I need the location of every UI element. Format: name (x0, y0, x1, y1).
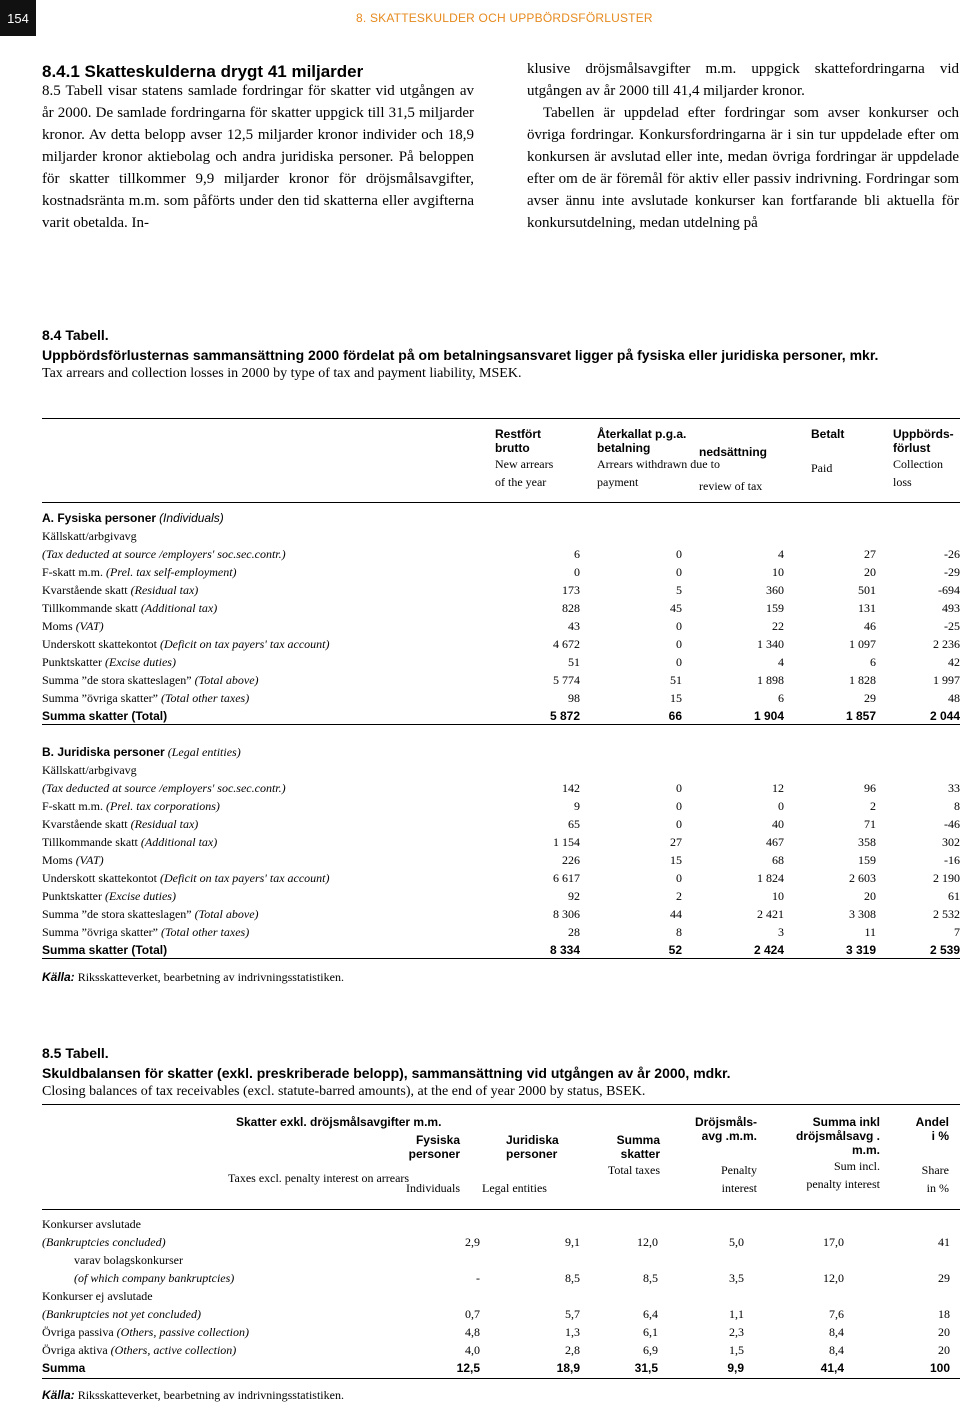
table-cell: 48 (948, 691, 960, 705)
t2-head-summa: Summa skatter Total taxes (607, 1133, 660, 1177)
t1-section-a-label: A. Fysiska personer (Individuals) (42, 511, 224, 525)
table-cell: 10 (772, 889, 784, 903)
table-cell: 28 (568, 925, 580, 939)
table-cell: 10 (772, 565, 784, 579)
table-cell: 51 (568, 655, 580, 669)
row-label-en: (Tax deducted at source /employers' soc.sec.contr.) (42, 781, 286, 795)
table2-source: Källa: Riksskatteverket, bearbetning av indrivningsstatistiken. (42, 1388, 344, 1402)
table-cell (580, 1215, 658, 1233)
row-label-en: (Prel. tax corporations) (106, 799, 220, 813)
table-row (42, 1305, 950, 1323)
t2-head-drojs: Dröjsmåls- avg .m.m. Penalty interest (694, 1115, 757, 1195)
table2-body (42, 1215, 950, 1377)
table-cell: 358 (858, 835, 876, 849)
table-cell: 43 (568, 619, 580, 633)
table-cell: 5,0 (729, 1235, 744, 1249)
table-cell: 0 (778, 799, 784, 813)
table-row (42, 1287, 950, 1305)
row-label-en: (of which company bankruptcies) (74, 1271, 235, 1285)
table-cell (876, 527, 960, 545)
table-cell: 3 319 (845, 943, 876, 957)
table-cell (744, 1215, 844, 1233)
table-cell (480, 1287, 580, 1305)
table1-number: 8.4 Tabell. (42, 327, 109, 343)
table-cell: -29 (944, 565, 960, 579)
left-column-text (42, 80, 474, 234)
table-row (42, 707, 960, 725)
table-cell: 8,5 (565, 1271, 580, 1285)
table-row (42, 923, 960, 941)
table-cell: 0 (676, 871, 682, 885)
row-label-sv: Tillkommande skatt (42, 601, 138, 615)
row-label-sv: Konkurser avslutade (42, 1217, 141, 1231)
table-cell: 46 (864, 619, 876, 633)
t2-head-fysiska: Fysiska personer Individuals (406, 1133, 460, 1195)
table-cell (480, 1251, 580, 1269)
table-row (42, 671, 960, 689)
table-cell: 31,5 (634, 1361, 658, 1375)
table1-section-a (42, 509, 960, 725)
t1-head-nedsattning: nedsättning review of tax (699, 445, 767, 493)
table-cell (682, 527, 784, 545)
table-cell (502, 761, 580, 779)
table1-section-b (42, 743, 960, 959)
table-cell: 65 (568, 817, 580, 831)
table2-top-rule (42, 1104, 960, 1105)
row-label-sv: Punktskatter (42, 889, 102, 903)
table-cell: - (476, 1271, 480, 1285)
table-cell: 2 044 (929, 709, 960, 723)
row-label-sv: Tillkommande skatt (42, 835, 138, 849)
table-cell: 8,4 (829, 1343, 844, 1357)
table-cell: 7,6 (829, 1307, 844, 1321)
row-label-sv: Moms (42, 619, 73, 633)
table-cell: 0 (676, 637, 682, 651)
t1-head-uppbords: Uppbörds- förlust Collection loss (893, 427, 954, 489)
table-cell: 20 (864, 565, 876, 579)
row-label-en: (Residual tax) (130, 583, 199, 597)
table-row (42, 815, 960, 833)
table-cell: 96 (864, 781, 876, 795)
table-cell: 100 (929, 1361, 950, 1375)
right-column-text (527, 58, 959, 234)
table-cell: 5 872 (549, 709, 580, 723)
row-label-sv: Underskott skattekontot (42, 871, 157, 885)
table-cell: 41,4 (820, 1361, 844, 1375)
table-cell: 9,1 (565, 1235, 580, 1249)
table-cell: 0 (676, 655, 682, 669)
table-cell: 29 (864, 691, 876, 705)
row-label-en: (Total above) (194, 907, 259, 921)
table-cell: 4 (778, 655, 784, 669)
table-row (42, 1233, 950, 1251)
row-label-en: (Tax deducted at source /employers' soc.sec.contr.) (42, 547, 286, 561)
table-cell: 0 (676, 619, 682, 633)
table-cell (502, 527, 580, 545)
table-cell (580, 527, 682, 545)
table-cell: 1,5 (729, 1343, 744, 1357)
row-label-en: (Prel. tax self-employment) (106, 565, 237, 579)
table-row (42, 1359, 950, 1377)
table-cell: 12,0 (823, 1271, 844, 1285)
table-cell: 41 (938, 1235, 950, 1249)
table1-mid-rule (42, 724, 960, 725)
table-cell (784, 527, 876, 545)
table-cell: 3,5 (729, 1271, 744, 1285)
table-cell (658, 1215, 744, 1233)
table-cell: 5 (676, 583, 682, 597)
table-cell: 12 (772, 781, 784, 795)
table-row (42, 905, 960, 923)
table-cell: 0 (574, 565, 580, 579)
table-cell: 5 774 (553, 673, 580, 687)
table-cell: 15 (670, 691, 682, 705)
table-cell: 8 306 (553, 907, 580, 921)
t2-head-group-en: Taxes excl. penalty interest on arrears (228, 1171, 410, 1185)
t2-head-andel: Andel i % Share in % (915, 1115, 949, 1195)
table-cell: 1,3 (565, 1325, 580, 1339)
table-cell: 6,1 (643, 1325, 658, 1339)
table-cell: 2 421 (757, 907, 784, 921)
table-cell: 3 308 (849, 907, 876, 921)
table-cell (580, 1287, 658, 1305)
table-cell: 8,5 (643, 1271, 658, 1285)
t1-section-b-label: B. Juridiska personer (Legal entities) (42, 745, 241, 759)
table-cell (744, 1251, 844, 1269)
table-cell: 6 (574, 547, 580, 561)
table-cell: 1 898 (757, 673, 784, 687)
row-label: Summa (42, 1361, 86, 1375)
left-paragraph: 8.5 Tabell visar statens samlade fordringar för skatter vid utgången av år 2000. De samlade fordringarna för skatter uppgick till 31,5 miljarder kronor. Av detta belopp avser 12,5 miljarder kronor individer och 18,9 miljarder kronor aktiebolag och andra juridiska personer. På beloppen för skatter tillkommer 9,9 miljarder kronor för dröjsmålsavgifter, kostnadsränta m.m. som påförts under den tid skatterna eller avgifterna varit obetalda. In- (42, 83, 474, 231)
table-cell: 1 857 (845, 709, 876, 723)
table-cell: 2 (676, 889, 682, 903)
table-row (42, 869, 960, 887)
table-cell: 0 (676, 565, 682, 579)
table2-title-sv: Skuldbalansen för skatter (exkl. preskriberade belopp), sammansättning vid utgången av år 2000, mdkr. (42, 1065, 731, 1081)
table-cell: 18 (938, 1307, 950, 1321)
table-row (42, 1215, 950, 1233)
row-label-en: (Others, active collection) (110, 1343, 237, 1357)
table-cell: 131 (858, 601, 876, 615)
table1-bottom-rule (42, 958, 960, 959)
table-cell: 18,9 (556, 1361, 580, 1375)
table2-title-en: Closing balances of tax receivables (excl. statute-barred amounts), at the end of year 2000 by status, BSEK. (42, 1084, 646, 1099)
table-cell: 1 997 (933, 673, 960, 687)
table-cell: 33 (948, 781, 960, 795)
row-label-sv: Summa ”de stora skatteslagen” (42, 673, 192, 687)
row-label-en: (Excise duties) (105, 655, 176, 669)
row-label-en: (Deficit on tax payers' tax account) (159, 871, 330, 885)
table-cell: 1 824 (757, 871, 784, 885)
table-cell: 17,0 (823, 1235, 844, 1249)
page-number: 154 (0, 0, 36, 36)
table-cell: 2,8 (565, 1343, 580, 1357)
table-cell: 61 (948, 889, 960, 903)
row-label-en: (Total other taxes) (160, 925, 250, 939)
table-cell: 8 (954, 799, 960, 813)
table-cell: 2,3 (729, 1325, 744, 1339)
row-label-en: (Bankruptcies not yet concluded) (42, 1307, 201, 1321)
row-label-sv: varav bolagskonkurser (74, 1253, 183, 1267)
table-cell: 45 (670, 601, 682, 615)
table-cell: 0 (676, 817, 682, 831)
table-cell: 92 (568, 889, 580, 903)
row-label-sv: F-skatt m.m. (42, 799, 104, 813)
table-cell: 1 904 (753, 709, 784, 723)
t1-head-restfort: Restfört brutto New arrears of the year (495, 427, 554, 489)
t2-head-summainkl: Summa inkl dröjsmålsavg . m.m. Sum incl. penalty interest (795, 1115, 880, 1191)
table-cell: 2 190 (933, 871, 960, 885)
row-label-sv: Kvarstående skatt (42, 583, 128, 597)
table1-title-sv: Uppbördsförlusternas sammansättning 2000 fördelat på om betalningsansvaret ligger på fysiska eller juridiska personer, mkr. (42, 347, 879, 363)
table-cell: 1 154 (553, 835, 580, 849)
table2-bottom-rule (42, 1378, 960, 1379)
table-cell: 11 (864, 925, 876, 939)
table-cell: 226 (562, 853, 580, 867)
table-row (42, 1251, 950, 1269)
table-cell: 7 (954, 925, 960, 939)
table-cell: 9 (574, 799, 580, 813)
row-label-sv: Källskatt/arbgivavg (42, 529, 137, 543)
table-cell: 4,8 (465, 1325, 480, 1339)
table-row (42, 797, 960, 815)
table-row (42, 1323, 950, 1341)
row-label-sv: Moms (42, 853, 73, 867)
row-label-en: (VAT) (75, 619, 104, 633)
table-cell: 302 (942, 835, 960, 849)
table-cell: 2 (870, 799, 876, 813)
table-cell: 493 (942, 601, 960, 615)
table-cell: 66 (668, 709, 682, 723)
right-paragraph-1: klusive dröjsmålsavgifter m.m. uppgick skattefordringarna vid utgången av år 2000 till 41,4 miljarder kronor. (527, 61, 959, 99)
table-row (42, 545, 960, 563)
table-row (42, 689, 960, 707)
table-cell: 29 (938, 1271, 950, 1285)
table-cell: 8 (676, 925, 682, 939)
table-row (42, 527, 960, 545)
row-label-sv: Underskott skattekontot (42, 637, 157, 651)
table-cell (844, 1287, 950, 1305)
table-cell: 71 (864, 817, 876, 831)
table-cell: -25 (944, 619, 960, 633)
table-cell (400, 1287, 480, 1305)
table-cell: 467 (766, 835, 784, 849)
table-cell: 20 (938, 1325, 950, 1339)
row-label-sv: Källskatt/arbgivavg (42, 763, 137, 777)
row-label-en: (Excise duties) (105, 889, 176, 903)
table-row (42, 617, 960, 635)
table-cell: 51 (670, 673, 682, 687)
table-cell: 6 (870, 655, 876, 669)
table-cell: 828 (562, 601, 580, 615)
table-cell: 5,7 (565, 1307, 580, 1321)
table-cell: 0 (676, 799, 682, 813)
table-row (42, 581, 960, 599)
table-cell: 27 (670, 835, 682, 849)
table-cell: 4 672 (553, 637, 580, 651)
row-label-en: (Total other taxes) (160, 691, 250, 705)
table-cell: 8 334 (549, 943, 580, 957)
table2-head-rule (42, 1209, 960, 1210)
table-row (42, 761, 960, 779)
table-cell: 6,9 (643, 1343, 658, 1357)
table-cell (784, 761, 876, 779)
table-cell (658, 1251, 744, 1269)
table-cell (682, 761, 784, 779)
row-label-sv: Kvarstående skatt (42, 817, 128, 831)
t2-head-group: Skatter exkl. dröjsmålsavgifter m.m. (236, 1115, 442, 1129)
table1-source: Källa: Riksskatteverket, bearbetning av indrivningsstatistiken. (42, 970, 344, 984)
table-row (42, 1269, 950, 1287)
table-cell (580, 761, 682, 779)
row-label-sv: Konkurser ej avslutade (42, 1289, 153, 1303)
table1-caption (42, 327, 942, 382)
table-cell: 0,7 (465, 1307, 480, 1321)
table-row (42, 941, 960, 959)
row-label-sv: Summa ”övriga skatter” (42, 691, 158, 705)
row-label-en: (Deficit on tax payers' tax account) (159, 637, 330, 651)
table-cell: 0 (676, 781, 682, 795)
table-cell: 159 (858, 853, 876, 867)
row-label-sv: Punktskatter (42, 655, 102, 669)
table-cell: 1,1 (729, 1307, 744, 1321)
row-label-en: (Residual tax) (130, 817, 199, 831)
table-row (42, 1341, 950, 1359)
table-cell: 2 424 (753, 943, 784, 957)
row-label-en: (Total above) (194, 673, 259, 687)
table-cell (876, 761, 960, 779)
table-cell: 501 (858, 583, 876, 597)
table-cell: 42 (948, 655, 960, 669)
table-cell: 20 (938, 1343, 950, 1357)
table-cell: 159 (766, 601, 784, 615)
table-cell (844, 1215, 950, 1233)
row-label-sv: Summa ”de stora skatteslagen” (42, 907, 192, 921)
row-label: Summa skatter (Total) (42, 943, 168, 957)
table-cell: 9,9 (727, 1361, 744, 1375)
table-cell: 4,0 (465, 1343, 480, 1357)
table-cell: 6,4 (643, 1307, 658, 1321)
table-cell: 15 (670, 853, 682, 867)
table-cell: 360 (766, 583, 784, 597)
table-cell: 52 (668, 943, 682, 957)
row-label-sv: Övriga passiva (42, 1325, 114, 1339)
table-cell: 27 (864, 547, 876, 561)
table-cell: 12,5 (456, 1361, 480, 1375)
table-cell: 142 (562, 781, 580, 795)
table-row (42, 887, 960, 905)
table-cell: 2 532 (933, 907, 960, 921)
table-cell: 173 (562, 583, 580, 597)
table-cell: 1 340 (757, 637, 784, 651)
table-cell: 0 (676, 547, 682, 561)
row-label: Summa skatter (Total) (42, 709, 168, 723)
row-label-sv: F-skatt m.m. (42, 565, 104, 579)
table-cell (400, 1251, 480, 1269)
row-label-en: (Additional tax) (140, 835, 218, 849)
t1-head-betalt: Betalt Paid (811, 427, 845, 475)
table1-head-rule (42, 502, 960, 503)
chapter-title: 8. SKATTESKULDER OCH UPPBÖRDSFÖRLUSTER (356, 11, 653, 25)
row-label-en: (Others, passive collection) (116, 1325, 249, 1339)
table-cell: -46 (944, 817, 960, 831)
table-cell (580, 1251, 658, 1269)
table-cell (744, 1287, 844, 1305)
section-heading: 8.4.1 Skatteskulderna drygt 41 miljarder (42, 62, 364, 81)
row-label-en: (Bankruptcies concluded) (42, 1235, 166, 1249)
table1-top-rule (42, 418, 960, 419)
table-cell: 6 617 (553, 871, 580, 885)
table-cell: 2 603 (849, 871, 876, 885)
table-row (42, 833, 960, 851)
table-cell (480, 1215, 580, 1233)
table-cell: -694 (938, 583, 960, 597)
table-cell: 2 236 (933, 637, 960, 651)
table-cell: 6 (778, 691, 784, 705)
table-cell: 1 097 (849, 637, 876, 651)
table-cell (658, 1287, 744, 1305)
row-label-en: (VAT) (75, 853, 104, 867)
table-cell: 98 (568, 691, 580, 705)
table-cell: 2 539 (929, 943, 960, 957)
table-cell: 2,9 (465, 1235, 480, 1249)
row-label-sv: Övriga aktiva (42, 1343, 108, 1357)
table-cell: -16 (944, 853, 960, 867)
table2-number: 8.5 Tabell. (42, 1045, 109, 1061)
row-label-en: (Additional tax) (140, 601, 218, 615)
table-row (42, 599, 960, 617)
table-cell: 1 828 (849, 673, 876, 687)
table-cell: 68 (772, 853, 784, 867)
table-cell: 40 (772, 817, 784, 831)
table-cell: 8,4 (829, 1325, 844, 1339)
t2-head-juridiska: Juridiska personer Legal entities (482, 1133, 559, 1195)
t1-head-aterkallat: Återkallat p.g.a. betalning Arrears withdrawn due to payment (597, 427, 720, 489)
table-cell: 3 (778, 925, 784, 939)
table-row (42, 779, 960, 797)
table-row (42, 563, 960, 581)
table1-title-en: Tax arrears and collection losses in 2000 by type of tax and payment liability, MSEK. (42, 366, 522, 381)
table-cell: 22 (772, 619, 784, 633)
table-cell: 44 (670, 907, 682, 921)
page-header (0, 0, 960, 36)
table-cell: 20 (864, 889, 876, 903)
table2-caption (42, 1045, 942, 1100)
table-cell: 4 (778, 547, 784, 561)
table-row (42, 653, 960, 671)
table-cell (400, 1215, 480, 1233)
row-label-sv: Summa ”övriga skatter” (42, 925, 158, 939)
table-cell: -26 (944, 547, 960, 561)
right-paragraph-2: Tabellen är uppdelad efter fordringar som avser konkurser och övriga fordringar. Konkursfordringarna är i sin tur uppdelade efter om konkursen är avslutad eller inte, medan övriga fordringar är uppdelade efter om de är föremål för aktiv eller passiv indrivning. Fordringar som avser ännu inte avslutade konkurser kan fortfarande bli aktuella för konkursutdelning, medan utdelning på (527, 105, 959, 231)
table-row (42, 635, 960, 653)
table-cell: 12,0 (637, 1235, 658, 1249)
table-row (42, 851, 960, 869)
table-cell (844, 1251, 950, 1269)
